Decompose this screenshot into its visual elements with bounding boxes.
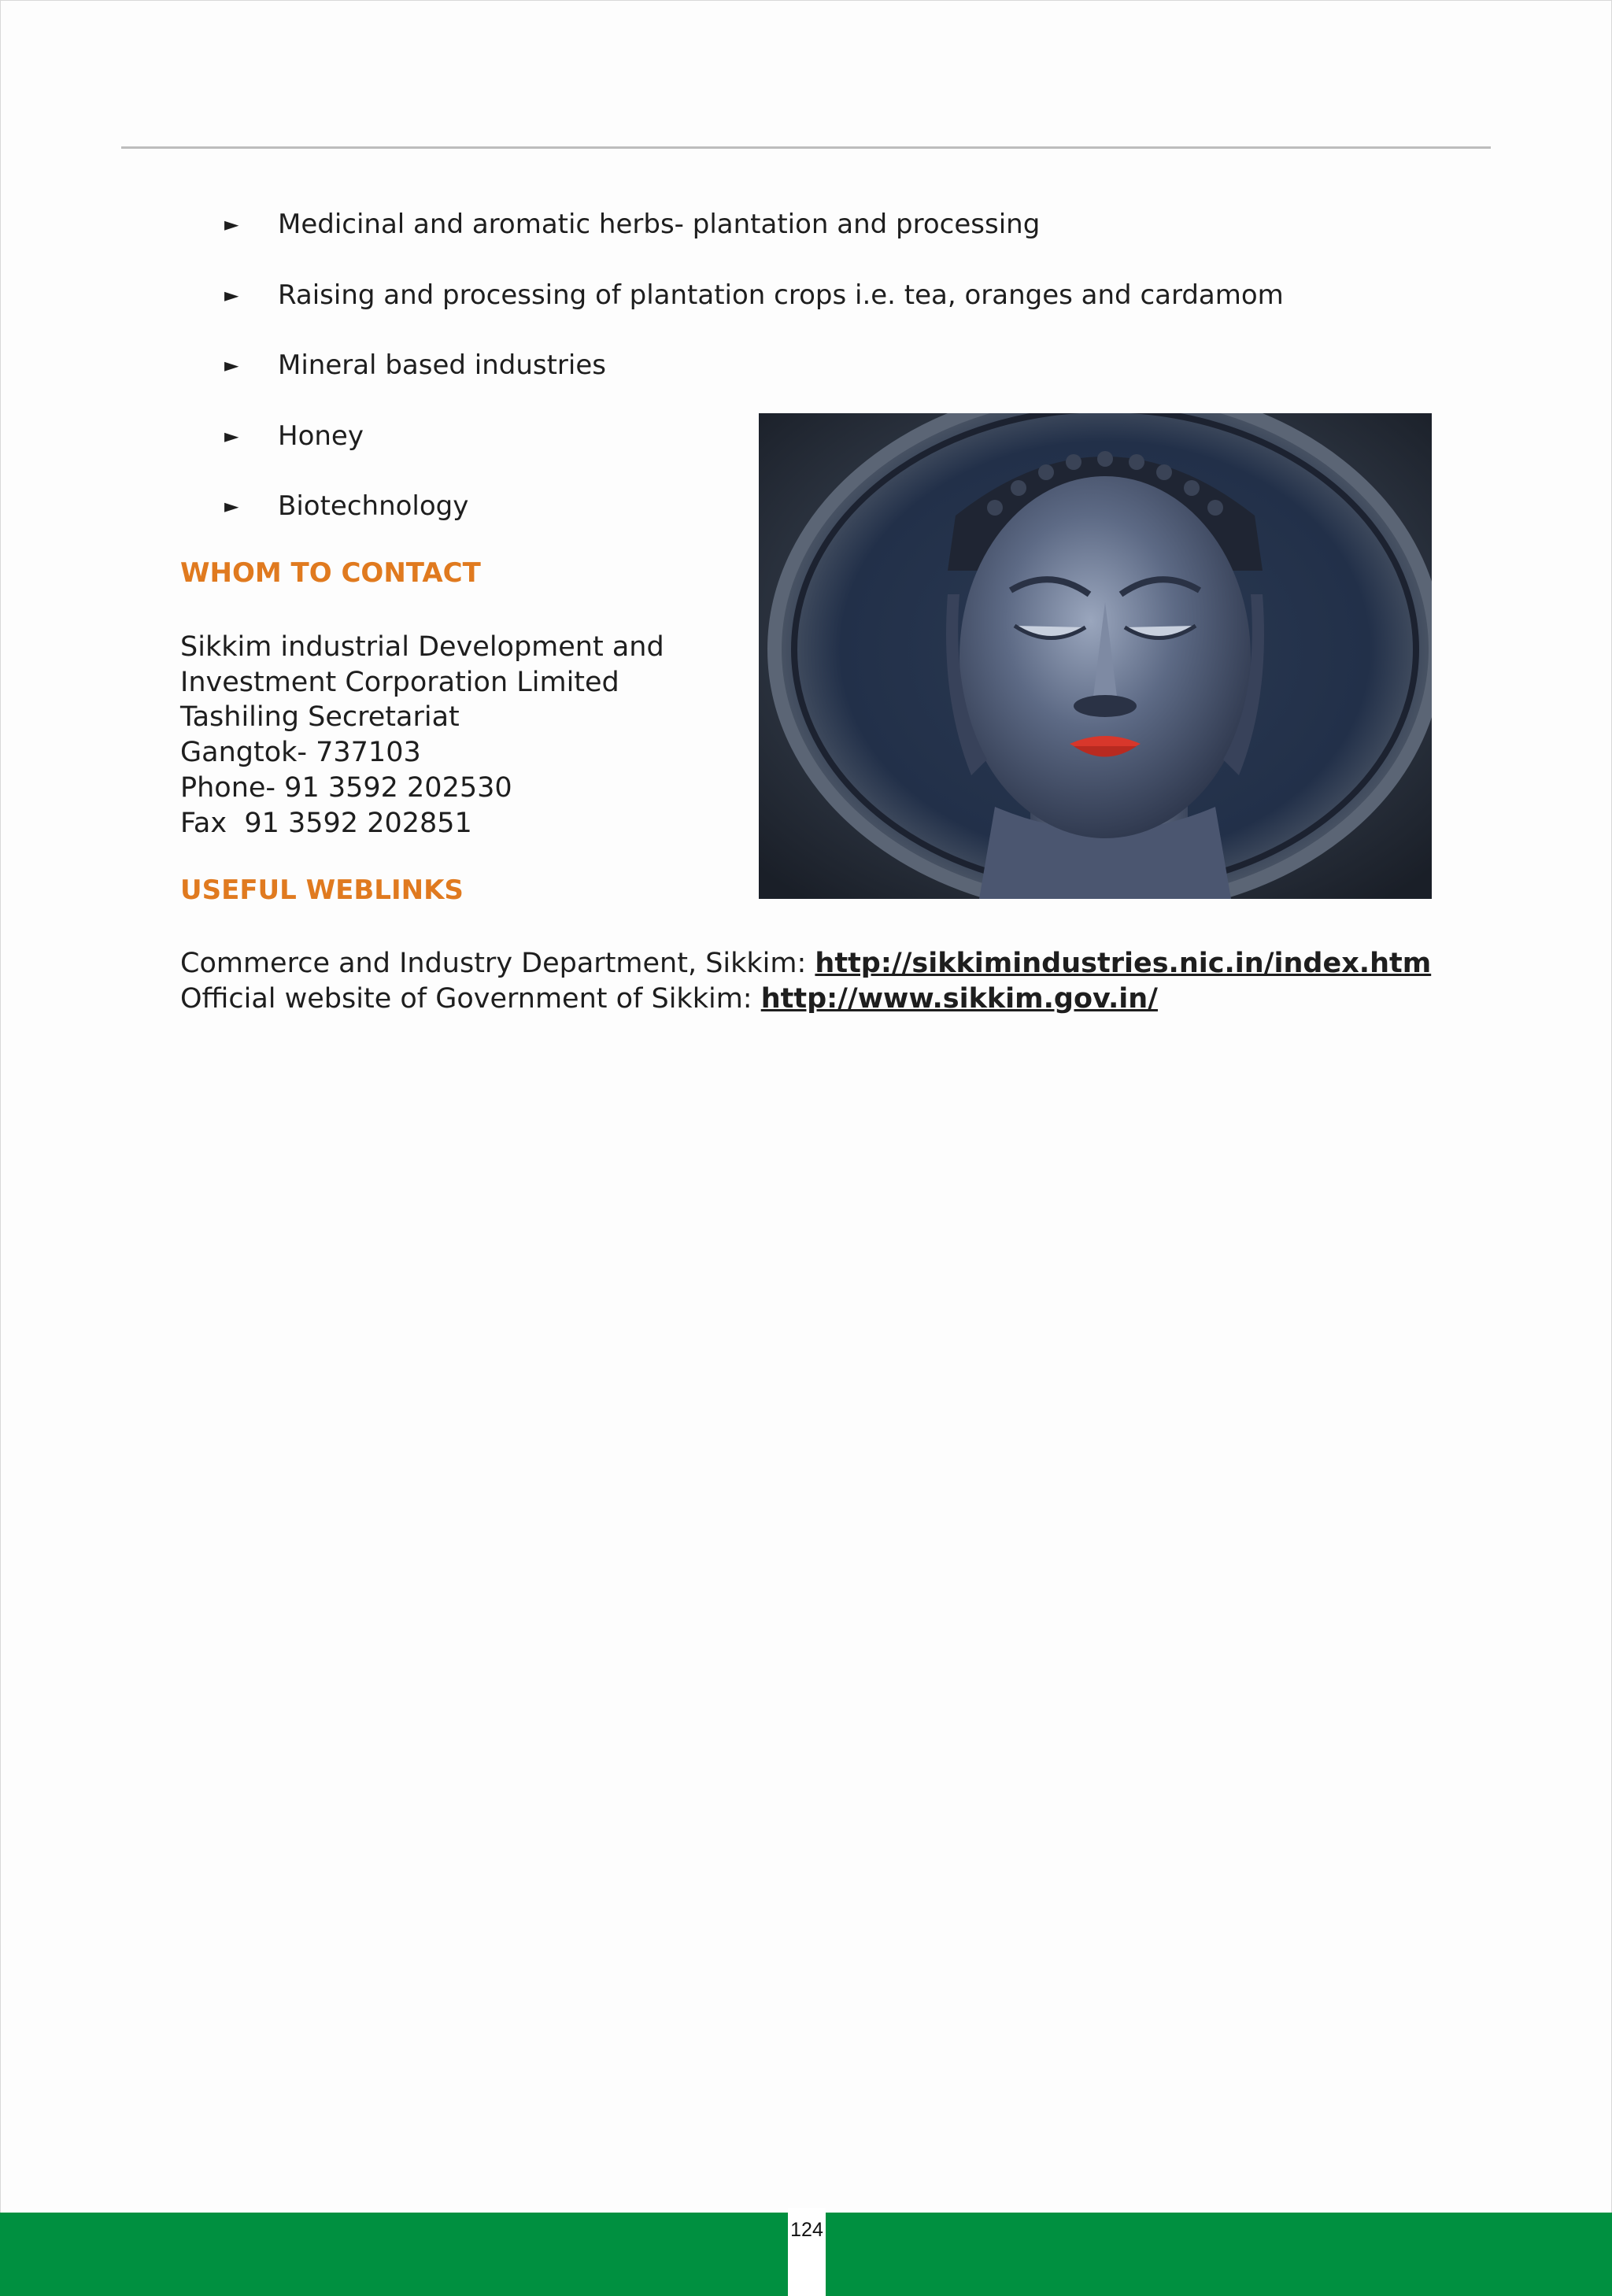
weblink-label: Commerce and Industry Department, Sikkim: (180, 948, 815, 979)
contact-line: Gangtok- 737103 (180, 737, 421, 769)
weblink-government-sikkim[interactable]: http://www.sikkim.gov.in/ (760, 982, 1158, 1015)
list-item (224, 203, 1523, 274)
bullet-text: Biotechnology (278, 490, 469, 522)
bullet-arrow-icon: ► (224, 424, 239, 447)
bullet-arrow-icon: ► (224, 283, 239, 306)
bullet-arrow-icon: ► (224, 213, 239, 235)
contact-line: Investment Corporation Limited (180, 666, 619, 698)
header-rule (121, 146, 1491, 149)
weblink-item (180, 946, 1431, 982)
bullet-arrow-icon: ► (224, 495, 239, 517)
weblink-label: Official website of Government of Sikkim: (180, 982, 761, 1015)
bullet-text: Raising and processing of plantation crops i.e. tea, oranges and cardamom (278, 279, 1284, 311)
weblinks-list (180, 946, 1431, 1016)
contact-heading: WHOM TO CONTACT (180, 557, 481, 589)
weblink-item (180, 982, 1431, 1017)
list-item (224, 344, 1523, 415)
weblink-commerce-industry[interactable]: http://sikkimindustries.nic.in/index.htm (815, 948, 1432, 979)
bullet-text: Medicinal and aromatic herbs- plantation and processing (278, 209, 1041, 240)
contact-line: Tashiling Secretariat (180, 701, 460, 734)
buddha-face-image (759, 413, 1432, 899)
contact-phone: Phone- 91 3592 202530 (180, 771, 512, 804)
contact-fax: Fax 91 3592 202851 (180, 807, 472, 839)
bullet-text: Honey (278, 420, 364, 452)
weblinks-heading: USEFUL WEBLINKS (180, 874, 464, 906)
page-number-box (788, 2208, 826, 2296)
buddha-statue-photo (759, 413, 1432, 899)
bullet-text: Mineral based industries (278, 349, 606, 381)
list-item (224, 274, 1523, 345)
page-number: 124 (790, 2219, 823, 2241)
contact-address (180, 630, 664, 841)
bullet-arrow-icon: ► (224, 354, 239, 376)
contact-line: Sikkim industrial Development and (180, 631, 664, 663)
